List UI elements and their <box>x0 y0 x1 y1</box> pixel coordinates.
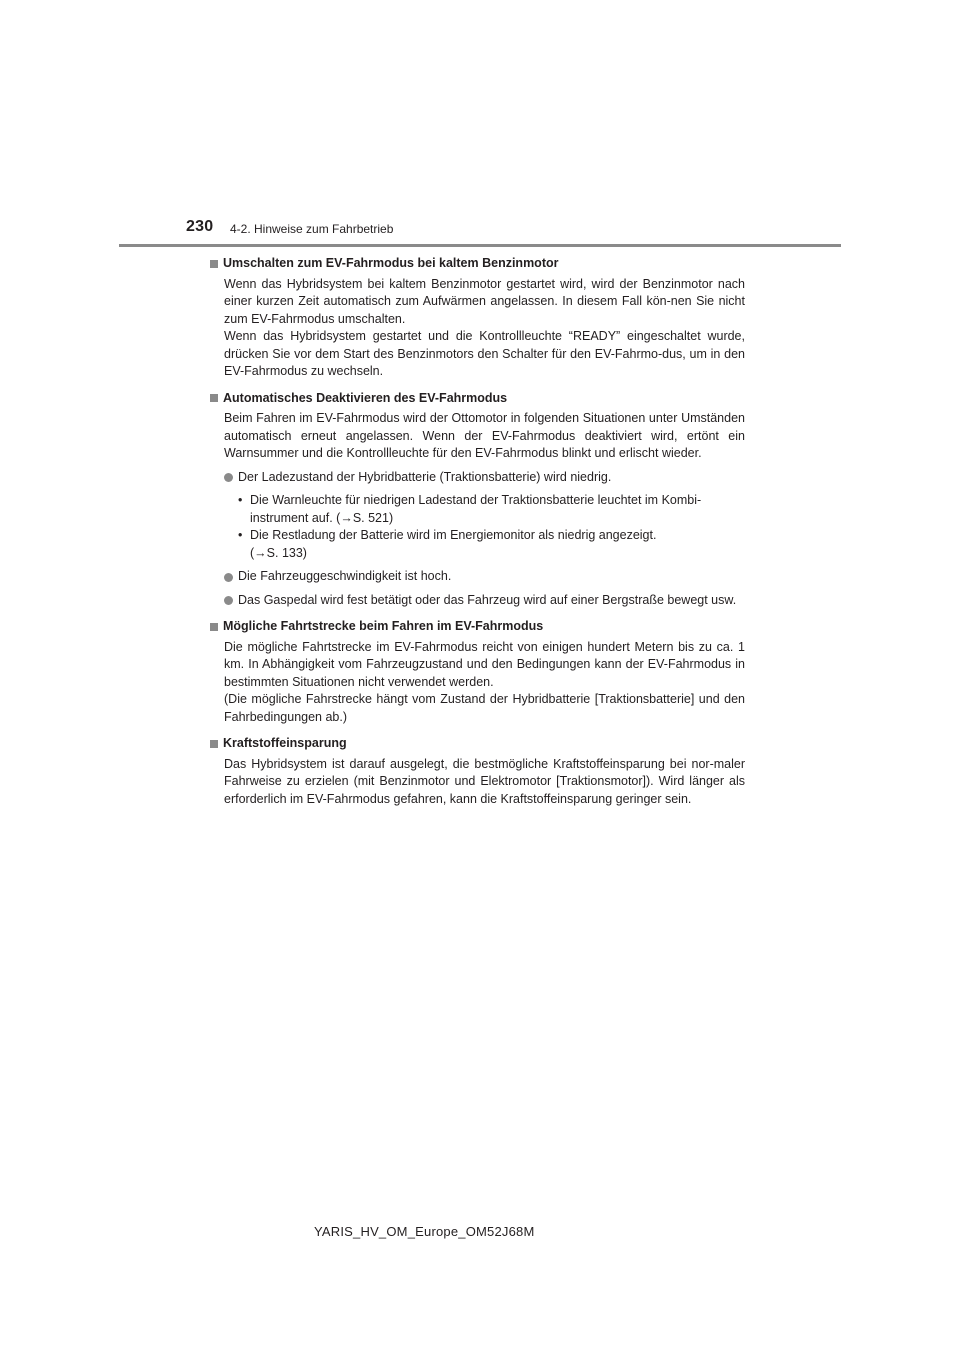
section-heading-text: Mögliche Fahrtstrecke beim Fahren im EV-Fahrmodus <box>223 619 544 633</box>
sub-list-line: instrument auf. (→S. 521) <box>250 510 394 525</box>
square-bullet-icon <box>210 623 218 631</box>
section-body <box>224 639 745 727</box>
section-heading <box>210 618 745 636</box>
sub-list-line: Die Restladung der Batterie wird im Energiemonitor als niedrig angezeigt. <box>250 528 657 542</box>
section-body <box>224 410 745 463</box>
paragraph: Wenn das Hybridsystem gestartet und die Kontrollleuchte “READY” eingeschaltet wurde, drücken Sie vor dem Start des Benzinmotors den Schalter für den EV-Fahrmo-dus, um in den EV-Fahrmodus zu wechseln. <box>224 329 745 378</box>
sub-list <box>238 492 745 562</box>
circle-bullet-icon <box>224 473 233 482</box>
circle-bullet-icon <box>224 573 233 582</box>
section-ev-cold-engine <box>210 255 745 381</box>
sub-list-item-text <box>250 492 745 527</box>
list-item <box>224 469 745 487</box>
sub-list-item-text <box>250 527 745 562</box>
page-content <box>210 255 745 817</box>
list-item <box>224 568 745 586</box>
paragraph: Die mögliche Fahrtstrecke im EV-Fahrmodus reicht von einigen hundert Metern bis zu ca. 1 km. In Abhängigkeit vom Fahrzeugzustand und den Bedingungen kann der EV-Fahrmodus in bestimmten Situationen nicht verwendet werden. <box>224 639 745 689</box>
paragraph: Das Hybridsystem ist darauf ausgelegt, die bestmögliche Kraftstoffeinsparung bei nor-maler Fahrweise zu erzielen (mit Benzinmotor und Elektromotor [Traktionsmotor]). Wird länger als erforderlich im EV-Fahrmodus gefahren, kann die Kraftstoffeinsparung geringer sein. <box>224 756 745 806</box>
section-heading <box>210 255 745 273</box>
section-heading-text: Kraftstoffeinsparung <box>223 736 347 750</box>
sub-list-line: Die Warnleuchte für niedrigen Ladestand der Traktionsbatterie leuchtet im Kombi- <box>250 493 702 507</box>
paragraph: Beim Fahren im EV-Fahrmodus wird der Ottomotor in folgenden Situationen unter Umständen automatisch erneut angelassen. Wenn der EV-Fahrmodus deaktiviert wird, ertönt ein Warnsummer und die Kontrollleuchte für den EV-Fahrmodus blinkt und erlischt wieder. <box>224 411 745 460</box>
section-fuel-economy <box>210 735 745 808</box>
section-heading-text: Umschalten zum EV-Fahrmodus bei kaltem Benzinmotor <box>223 256 559 270</box>
page-number: 230 <box>186 218 214 235</box>
section-heading <box>210 735 745 753</box>
footer-document-id: YARIS_HV_OM_Europe_OM52J68M <box>314 1224 535 1239</box>
section-heading-text: Automatisches Deaktivieren des EV-Fahrmodus <box>223 390 508 405</box>
section-body <box>224 276 745 381</box>
square-bullet-icon <box>210 394 218 402</box>
paragraph: Wenn das Hybridsystem bei kaltem Benzinmotor gestartet wird, wird der Benzinmotor nach einer kurzen Zeit automatisch zum Aufwärmen angelassen. In diesem Fall kön-nen Sie nicht zum EV-Fahrmodus umschalten. <box>224 276 745 326</box>
section-ev-range <box>210 618 745 726</box>
list-item-text: Die Fahrzeuggeschwindigkeit ist hoch. <box>238 569 452 583</box>
section-body <box>224 756 745 809</box>
list-item-text: Das Gaspedal wird fest betätigt oder das Fahrzeug wird auf einer Bergstraße bewegt usw. <box>238 592 737 607</box>
circle-bullet-icon <box>224 596 233 605</box>
square-bullet-icon <box>210 740 218 748</box>
section-title: 4-2. Hinweise zum Fahrbetrieb <box>230 222 394 236</box>
header-rule <box>119 244 841 247</box>
sub-list-line: (→S. 133) <box>250 545 307 560</box>
square-bullet-icon <box>210 260 218 268</box>
sub-list-item <box>238 527 745 562</box>
dot-bullet-icon: • <box>238 528 243 542</box>
list-item-text: Der Ladezustand der Hybridbatterie (Traktionsbatterie) wird niedrig. <box>238 469 612 484</box>
dot-bullet-icon: • <box>238 493 243 507</box>
paragraph: (Die mögliche Fahrstrecke hängt vom Zustand der Hybridbatterie [Traktionsbatterie] und den Fahrbedingungen ab.) <box>224 692 745 724</box>
section-ev-auto-deactivate <box>210 390 745 610</box>
section-heading <box>210 390 745 408</box>
list-item <box>224 592 745 610</box>
sub-list-item <box>238 492 745 527</box>
